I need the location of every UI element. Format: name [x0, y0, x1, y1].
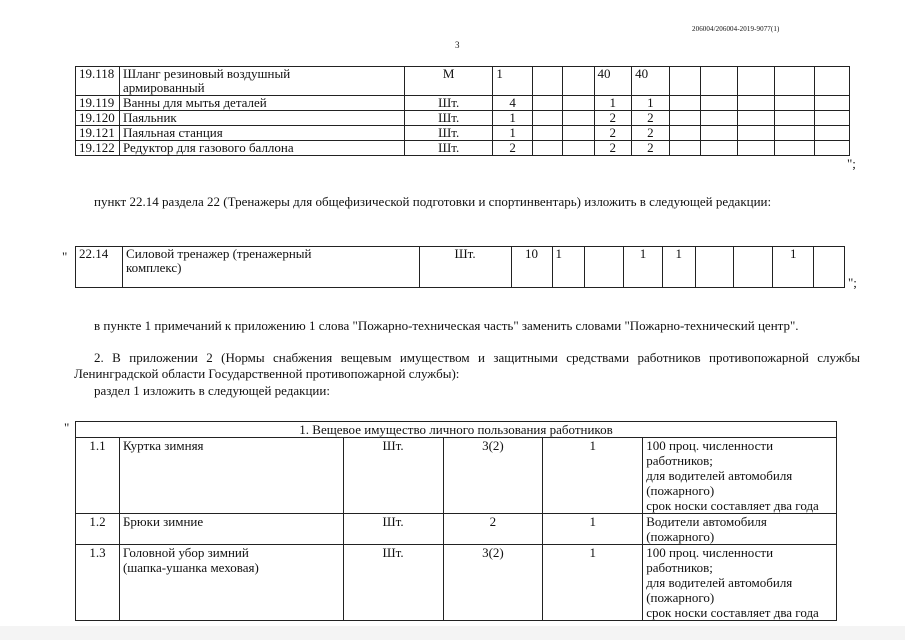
cell-empty	[814, 111, 849, 126]
cell-empty	[814, 126, 849, 141]
paragraph-appendix-2: 2. В приложении 2 (Нормы снабжения вещевым имуществом и защитными средствами работников противопожарной службы Ленинградской области Государственной противопожарной службы):	[74, 350, 860, 381]
cell-value: 1	[632, 96, 670, 111]
term: 1	[543, 438, 643, 514]
unit: Шт.	[404, 141, 492, 156]
quantity: 2	[443, 514, 543, 545]
item-name	[119, 545, 343, 621]
table-row	[76, 247, 845, 288]
cell-empty	[738, 67, 775, 96]
unit: Шт.	[404, 96, 492, 111]
note-line1: 100 проц. численности работников;	[646, 438, 774, 468]
unit: Шт.	[343, 545, 443, 621]
equipment-table-19	[75, 66, 850, 156]
table-row	[76, 67, 850, 96]
equipment-table-22	[75, 246, 845, 288]
cell-empty	[563, 67, 594, 96]
cell-empty	[701, 141, 738, 156]
table-row	[76, 545, 837, 621]
table-row	[76, 96, 850, 111]
row-number: 22.14	[76, 247, 123, 288]
item-name: Брюки зимние	[119, 514, 343, 545]
note-line3: срок носки составляет два года	[646, 498, 819, 513]
note	[643, 545, 837, 621]
cell-empty	[669, 126, 700, 141]
row-number: 19.119	[76, 96, 120, 111]
row-number: 19.120	[76, 111, 120, 126]
cell-empty	[669, 96, 700, 111]
cell-empty	[532, 67, 562, 96]
cell-empty	[669, 141, 700, 156]
cell-empty	[775, 67, 814, 96]
cell-empty	[695, 247, 734, 288]
item-name: Паяльник	[119, 111, 404, 126]
cell-empty	[814, 247, 845, 288]
cell-empty	[532, 96, 562, 111]
item-name: Куртка зимняя	[119, 438, 343, 514]
quantity: 3(2)	[443, 438, 543, 514]
unit: Шт.	[343, 438, 443, 514]
unit: Шт.	[404, 111, 492, 126]
cell-empty	[814, 96, 849, 111]
unit: Шт.	[343, 514, 443, 545]
row-number: 1.1	[76, 438, 120, 514]
paragraph-section-1: раздел 1 изложить в следующей редакции:	[94, 383, 330, 398]
table-row	[76, 126, 850, 141]
cell-empty	[738, 141, 775, 156]
cell-empty	[701, 126, 738, 141]
table-row	[76, 438, 837, 514]
cell-empty	[814, 67, 849, 96]
item-name: Паяльная станция	[119, 126, 404, 141]
note: Водители автомобиля (пожарного)	[643, 514, 837, 545]
cell-empty	[532, 141, 562, 156]
cell-empty	[738, 111, 775, 126]
opening-quote: "	[62, 249, 68, 264]
note	[643, 438, 837, 514]
note-line1: 100 проц. численности работников;	[646, 545, 774, 575]
note-line3: срок носки составляет два года	[646, 605, 819, 620]
quantity: 3(2)	[443, 545, 543, 621]
cell-empty	[669, 67, 700, 96]
unit: М	[404, 67, 492, 96]
cell-empty	[775, 126, 814, 141]
cell-empty	[563, 126, 594, 141]
note-line2: для водителей автомобиля (пожарного)	[646, 575, 793, 605]
cell-value: 2	[493, 141, 532, 156]
term: 1	[543, 514, 643, 545]
cell-empty	[775, 111, 814, 126]
paragraph-amend-22-14: пункт 22.14 раздела 22 (Тренажеры для общефизической подготовки и спортинвентарь) изложить в следующей редакции:	[94, 194, 772, 209]
cell-value: 10	[511, 247, 552, 288]
cell-value: 40	[594, 67, 632, 96]
cell-value: 2	[632, 111, 670, 126]
item-name	[119, 67, 404, 96]
opening-quote: "	[64, 420, 70, 435]
cell-empty	[738, 126, 775, 141]
cell-value: 2	[632, 126, 670, 141]
cell-empty	[669, 111, 700, 126]
section-title: 1. Вещевое имущество личного пользования работников	[76, 422, 837, 438]
row-number: 19.118	[76, 67, 120, 96]
unit: Шт.	[404, 126, 492, 141]
row-number: 1.2	[76, 514, 120, 545]
row-number: 19.121	[76, 126, 120, 141]
cell-empty	[734, 247, 773, 288]
cell-empty	[532, 111, 562, 126]
cell-value: 4	[493, 96, 532, 111]
cell-empty	[585, 247, 624, 288]
cell-value: 1	[594, 96, 632, 111]
item-name	[123, 247, 420, 288]
cell-value: 1	[552, 247, 585, 288]
cell-value: 1	[493, 67, 532, 96]
cell-value: 2	[594, 141, 632, 156]
cell-value: 2	[594, 126, 632, 141]
cell-value: 1	[493, 111, 532, 126]
cell-empty	[814, 141, 849, 156]
table-row	[76, 141, 850, 156]
item-name: Редуктор для газового баллона	[119, 141, 404, 156]
item-name-line1: Силовой тренажер (тренажерный	[126, 246, 312, 261]
cell-empty	[532, 126, 562, 141]
clothing-norms-table	[75, 421, 837, 621]
closing-quote: ";	[847, 156, 856, 171]
cell-empty	[701, 67, 738, 96]
cell-empty	[563, 141, 594, 156]
item-name-line2: комплекс)	[126, 260, 182, 275]
cell-value: 2	[632, 141, 670, 156]
closing-quote: ";	[848, 275, 857, 290]
row-number: 19.122	[76, 141, 120, 156]
cell-empty	[738, 96, 775, 111]
unit: Шт.	[419, 247, 511, 288]
cell-value: 1	[624, 247, 663, 288]
document-id: 206004/206004-2019-9077(1)	[692, 25, 780, 33]
item-name: Ванны для мытья деталей	[119, 96, 404, 111]
cell-value: 2	[594, 111, 632, 126]
table-row	[76, 111, 850, 126]
scan-edge	[0, 626, 905, 640]
cell-empty	[701, 96, 738, 111]
page-number: 3	[455, 40, 460, 50]
cell-value: 1	[493, 126, 532, 141]
cell-empty	[701, 111, 738, 126]
table-section-header	[76, 422, 837, 438]
cell-empty	[563, 111, 594, 126]
cell-value: 1	[662, 247, 695, 288]
item-name-line2: (шапка-ушанка меховая)	[122, 560, 259, 575]
item-name-line1: Шланг резиновый воздушный	[122, 66, 291, 81]
paragraph-note-amendment: в пункте 1 примечаний к приложению 1 слова "Пожарно-техническая часть" заменить словами "Пожарно-технический центр".	[94, 318, 799, 333]
cell-empty	[775, 96, 814, 111]
item-name-line1: Головной убор зимний	[122, 545, 249, 560]
note-line2: для водителей автомобиля (пожарного)	[646, 468, 793, 498]
row-number: 1.3	[76, 545, 120, 621]
cell-value: 40	[632, 67, 670, 96]
cell-empty	[563, 96, 594, 111]
term: 1	[543, 545, 643, 621]
cell-value: 1	[773, 247, 814, 288]
item-name-line2: армированный	[122, 80, 205, 95]
cell-empty	[775, 141, 814, 156]
table-row	[76, 514, 837, 545]
